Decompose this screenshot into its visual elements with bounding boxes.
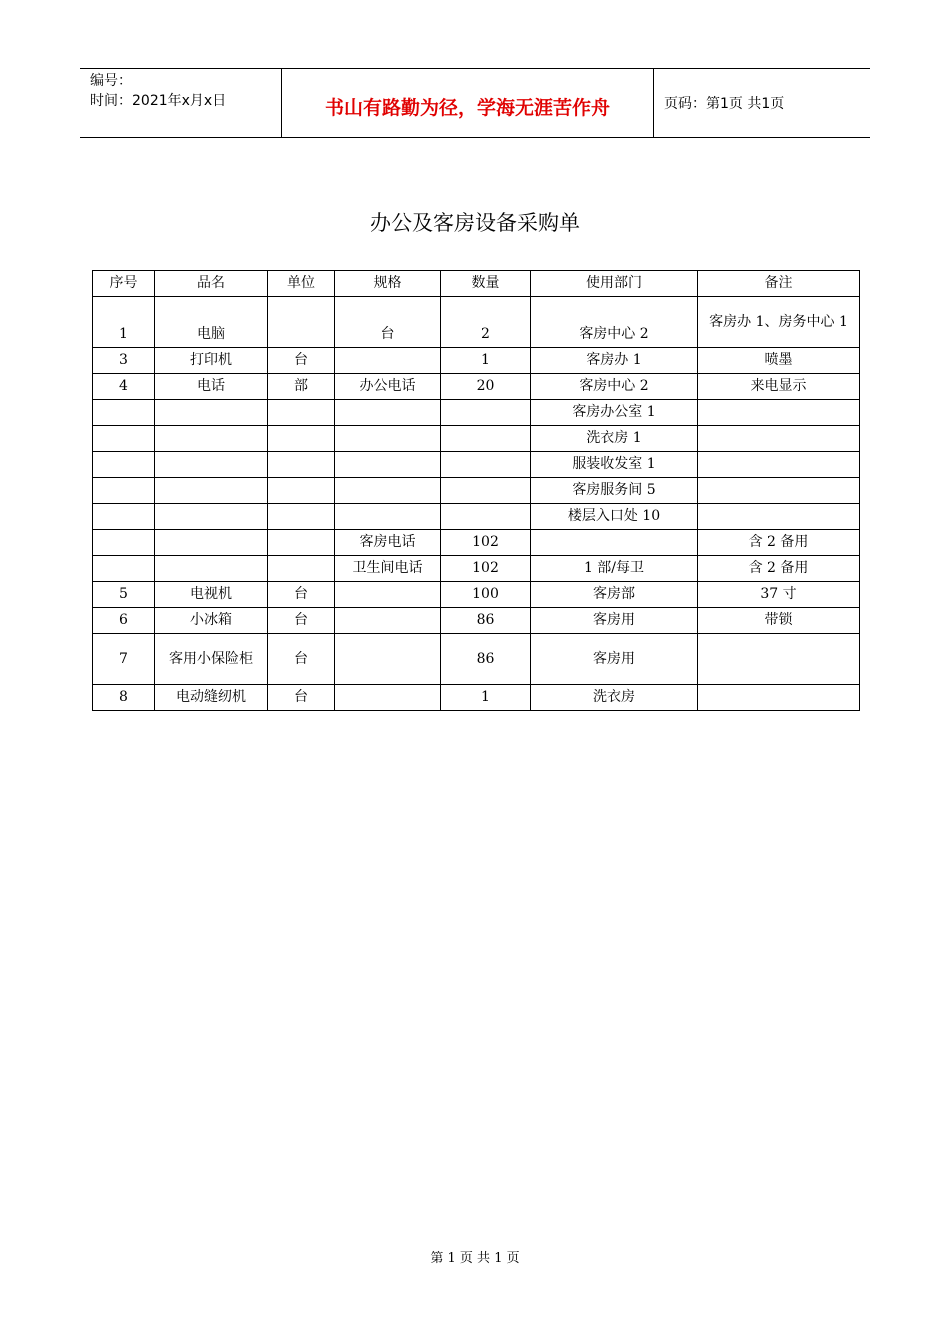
header-quantity: 数量 xyxy=(441,271,531,297)
cell-item-name: 电动缝纫机 xyxy=(155,685,268,711)
cell-item-name: 客用小保险柜 xyxy=(155,634,268,685)
cell-department: 客房办 1 xyxy=(531,348,698,374)
cell-seq: 3 xyxy=(93,348,155,374)
cell-item-name: 打印机 xyxy=(155,348,268,374)
cell-department: 客房中心 2 xyxy=(531,297,698,348)
cell-remarks: 喷墨 xyxy=(698,348,860,374)
header-motto: 书山有路勤为径，学海无涯苦作舟 xyxy=(281,69,654,137)
cell-item-name xyxy=(155,556,268,582)
cell-seq: 7 xyxy=(93,634,155,685)
cell-remarks: 含 2 备用 xyxy=(698,530,860,556)
cell-spec xyxy=(335,685,441,711)
cell-item-name xyxy=(155,400,268,426)
table-row xyxy=(93,348,860,374)
document-time: 时间：2021年x月x日 xyxy=(90,93,227,109)
cell-item-name: 小冰箱 xyxy=(155,608,268,634)
cell-spec: 客房电话 xyxy=(335,530,441,556)
purchase-table xyxy=(92,270,860,711)
cell-department: 客房用 xyxy=(531,608,698,634)
document-title: 办公及客房设备采购单 xyxy=(370,211,580,235)
cell-quantity xyxy=(441,426,531,452)
cell-seq: 8 xyxy=(93,685,155,711)
document-number: 编号： xyxy=(90,73,132,89)
cell-item-name xyxy=(155,426,268,452)
cell-remarks: 含 2 备用 xyxy=(698,556,860,582)
cell-quantity: 20 xyxy=(441,374,531,400)
cell-unit xyxy=(268,504,335,530)
cell-unit: 台 xyxy=(268,608,335,634)
cell-quantity xyxy=(441,400,531,426)
table-row xyxy=(93,634,860,685)
cell-item-name: 电话 xyxy=(155,374,268,400)
cell-unit: 台 xyxy=(268,582,335,608)
cell-quantity: 86 xyxy=(441,634,531,685)
cell-department: 客房办公室 1 xyxy=(531,400,698,426)
cell-remarks xyxy=(698,634,860,685)
cell-unit: 部 xyxy=(268,374,335,400)
table-row xyxy=(93,400,860,426)
cell-department: 洗衣房 xyxy=(531,685,698,711)
cell-unit: 台 xyxy=(268,685,335,711)
cell-unit xyxy=(268,530,335,556)
cell-department: 客房用 xyxy=(531,634,698,685)
cell-unit xyxy=(268,556,335,582)
table-row xyxy=(93,504,860,530)
cell-spec xyxy=(335,426,441,452)
cell-quantity: 2 xyxy=(441,297,531,348)
cell-department: 客房中心 2 xyxy=(531,374,698,400)
cell-seq xyxy=(93,504,155,530)
cell-seq: 4 xyxy=(93,374,155,400)
header-spec: 规格 xyxy=(335,271,441,297)
cell-spec xyxy=(335,452,441,478)
cell-quantity: 86 xyxy=(441,608,531,634)
cell-item-name xyxy=(155,504,268,530)
table-row xyxy=(93,297,860,348)
cell-department: 服装收发室 1 xyxy=(531,452,698,478)
cell-item-name: 电视机 xyxy=(155,582,268,608)
cell-department: 客房服务间 5 xyxy=(531,478,698,504)
cell-seq xyxy=(93,530,155,556)
cell-remarks: 37 寸 xyxy=(698,582,860,608)
cell-spec xyxy=(335,634,441,685)
cell-spec xyxy=(335,400,441,426)
table-row xyxy=(93,374,860,400)
cell-quantity xyxy=(441,478,531,504)
cell-unit xyxy=(268,400,335,426)
header-item-name: 品名 xyxy=(155,271,268,297)
table-row xyxy=(93,478,860,504)
cell-item-name xyxy=(155,452,268,478)
cell-remarks xyxy=(698,685,860,711)
cell-unit: 台 xyxy=(268,634,335,685)
cell-department: 洗衣房 1 xyxy=(531,426,698,452)
header-page-number: 页码：第1页 共1页 xyxy=(664,96,785,112)
table-row xyxy=(93,685,860,711)
cell-department xyxy=(531,530,698,556)
cell-spec xyxy=(335,478,441,504)
table-row xyxy=(93,582,860,608)
cell-remarks: 带锁 xyxy=(698,608,860,634)
cell-remarks xyxy=(698,426,860,452)
cell-remarks: 客房办 1、房务中心 1 xyxy=(698,297,860,348)
cell-seq xyxy=(93,556,155,582)
cell-spec: 办公电话 xyxy=(335,374,441,400)
cell-seq: 6 xyxy=(93,608,155,634)
header-meta xyxy=(80,69,281,137)
table-row xyxy=(93,452,860,478)
cell-seq xyxy=(93,452,155,478)
header-remarks: 备注 xyxy=(698,271,860,297)
table-row xyxy=(93,556,860,582)
cell-department: 楼层入口处 10 xyxy=(531,504,698,530)
cell-remarks: 来电显示 xyxy=(698,374,860,400)
cell-department: 1 部/每卫 xyxy=(531,556,698,582)
cell-quantity: 102 xyxy=(441,556,531,582)
cell-unit xyxy=(268,478,335,504)
cell-remarks xyxy=(698,452,860,478)
cell-seq: 5 xyxy=(93,582,155,608)
cell-seq xyxy=(93,400,155,426)
table-row xyxy=(93,426,860,452)
cell-unit xyxy=(268,297,335,348)
cell-quantity: 102 xyxy=(441,530,531,556)
cell-spec: 卫生间电话 xyxy=(335,556,441,582)
cell-quantity xyxy=(441,504,531,530)
cell-seq xyxy=(93,426,155,452)
cell-remarks xyxy=(698,478,860,504)
cell-spec xyxy=(335,348,441,374)
cell-unit: 台 xyxy=(268,348,335,374)
table-header-row xyxy=(93,271,860,297)
cell-item-name: 电脑 xyxy=(155,297,268,348)
header-unit: 单位 xyxy=(268,271,335,297)
cell-quantity: 100 xyxy=(441,582,531,608)
cell-spec: 台 xyxy=(335,297,441,348)
cell-department: 客房部 xyxy=(531,582,698,608)
cell-quantity xyxy=(441,452,531,478)
cell-quantity: 1 xyxy=(441,348,531,374)
cell-seq xyxy=(93,478,155,504)
cell-seq: 1 xyxy=(93,297,155,348)
cell-item-name xyxy=(155,478,268,504)
header-department: 使用部门 xyxy=(531,271,698,297)
table-row xyxy=(93,530,860,556)
table-row xyxy=(93,608,860,634)
cell-unit xyxy=(268,426,335,452)
cell-remarks xyxy=(698,504,860,530)
cell-spec xyxy=(335,582,441,608)
cell-spec xyxy=(335,504,441,530)
cell-unit xyxy=(268,452,335,478)
cell-item-name xyxy=(155,530,268,556)
cell-spec xyxy=(335,608,441,634)
header-seq: 序号 xyxy=(93,271,155,297)
page-header xyxy=(80,68,870,138)
page-footer: 第 1 页 共 1 页 xyxy=(430,1251,520,1266)
cell-remarks xyxy=(698,400,860,426)
cell-quantity: 1 xyxy=(441,685,531,711)
